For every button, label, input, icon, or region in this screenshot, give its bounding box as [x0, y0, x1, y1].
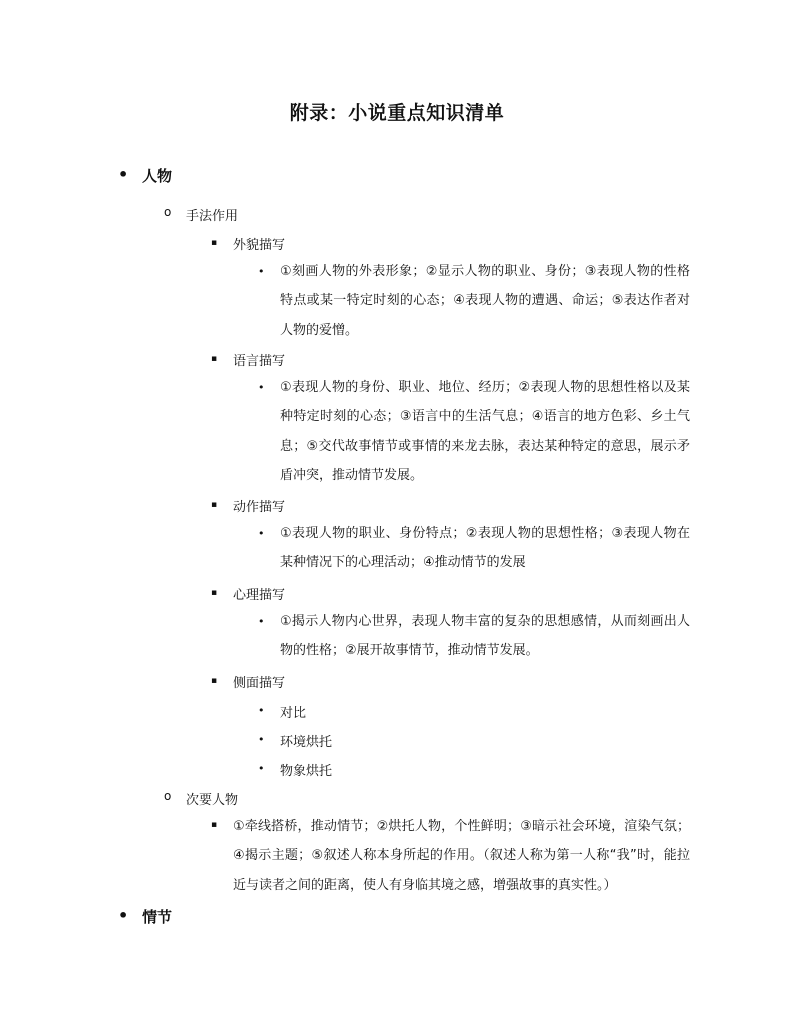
minor-text: ①牵线搭桥，推动情节；②烘托人物，个性鲜明；③暗示社会环境，渲染气氛；④揭示主题；⑤叙述人称本身所起的作用。（叙述人称为第一人称“我”时，能拉近与读者之间的距离，使人有身临其境之感，增强故事的真实性。） — [233, 819, 690, 893]
square-bullet-icon: ▪ — [211, 500, 218, 510]
section-heading: 情节 — [142, 908, 173, 926]
circle-bullet-icon: o — [164, 789, 172, 803]
subsection-heading: 次要人物 — [186, 793, 239, 808]
square-bullet-icon: ▪ — [211, 238, 218, 248]
square-bullet-icon: ▪ — [211, 676, 218, 686]
circle-bullet-icon: o — [164, 205, 172, 219]
item-label: 环境烘托 — [280, 735, 333, 750]
bullet-icon: • — [258, 527, 265, 540]
bullet-icon: • — [258, 733, 265, 746]
bullet-icon: • — [258, 615, 265, 628]
item-label: 外貌描写 — [233, 238, 286, 253]
bullet-icon: • — [258, 762, 265, 775]
square-bullet-icon: ▪ — [211, 588, 218, 598]
item-label: 语言描写 — [233, 354, 286, 369]
psychology-text: ①揭示人物内心世界，表现人物丰富的复杂的思想感情，从而刻画出人物的性格；②展开故事情节，推动情节发展。 — [280, 614, 690, 659]
item-label: 侧面描写 — [233, 676, 286, 691]
bullet-icon: • — [118, 906, 129, 925]
bullet-icon: • — [258, 265, 265, 278]
action-text: ①表现人物的职业、身份特点；②表现人物的思想性格；③表现人物在某种情况下的心理活动；④推动情节的发展 — [280, 526, 690, 571]
item-label: 对比 — [280, 706, 307, 721]
subsection-heading: 手法作用 — [186, 209, 239, 224]
page-title: 附录：小说重点知识清单 — [289, 102, 505, 124]
bullet-icon: • — [258, 704, 265, 717]
appearance-text: ①刻画人物的外表形象；②显示人物的职业、身份；③表现人物的性格特点或某一特定时刻的心态；④表现人物的遭遇、命运；⑤表达作者对人物的爱憎。 — [280, 264, 690, 338]
bullet-icon: • — [258, 381, 265, 394]
item-label: 物象烘托 — [280, 764, 333, 779]
item-label: 动作描写 — [233, 500, 286, 515]
bullet-icon: • — [118, 165, 129, 184]
item-label: 心理描写 — [233, 588, 286, 603]
section-heading: 人物 — [142, 167, 173, 185]
square-bullet-icon: ▪ — [211, 354, 218, 364]
square-bullet-icon: ▪ — [211, 820, 218, 830]
language-text: ①表现人物的身份、职业、地位、经历；②表现人物的思想性格以及某种特定时刻的心态；③语言中的生活气息；④语言的地方色彩、乡土气息；⑤交代故事情节或事情的来龙去脉，表达某种特定的意思，展示矛盾冲突，推动情节发展。 — [280, 380, 690, 483]
